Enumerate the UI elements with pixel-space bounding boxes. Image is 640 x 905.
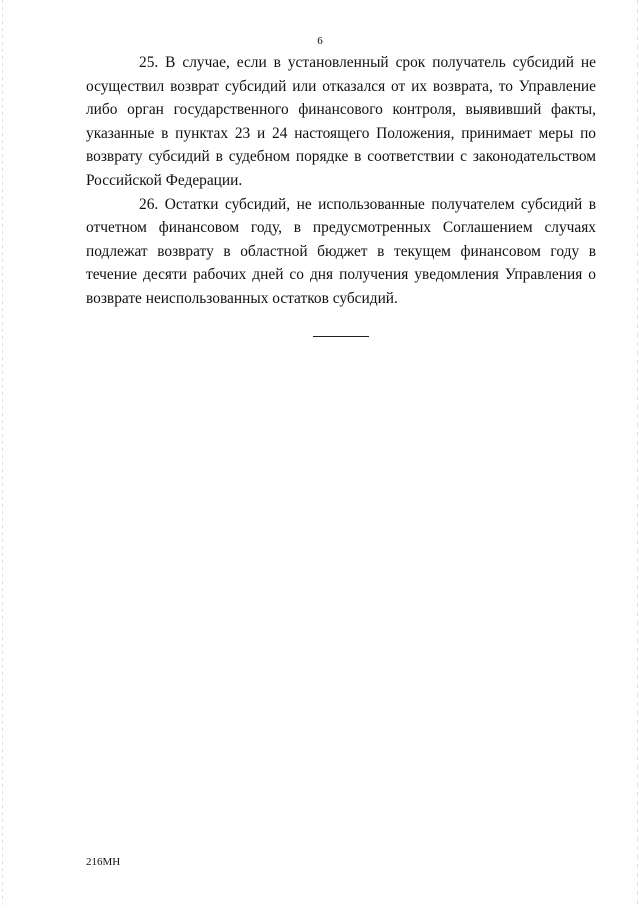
paragraph-25: 25. В случае, если в установленный срок получатель субсидий не осуществил возврат субсидий или отказался от их возврата, то Управление либо орган государственного финансового контроля, выявивший факты, указанные в пунктах 23 и 24 настоящего Положения, принимает меры по возврату субсидий в судебном порядке в соответствии с законодательством Российской Федерации. — [86, 54, 596, 189]
paragraph-26: 26. Остатки субсидий, не использованные получателем субсидий в отчетном финансовом году, в предусмотренных Соглашением случаях подлежат возврату в областной бюджет в текущем финансовом году в течение десяти рабочих дней со дня получения уведомления Управления о возврате неиспользованных остатков субсидий. — [86, 195, 596, 307]
scan-edge-left — [2, 0, 3, 905]
scan-edge-right — [637, 0, 638, 905]
document-body — [86, 51, 596, 311]
document-code: 216МН — [86, 856, 121, 868]
end-divider-line — [313, 336, 369, 337]
page-number: 6 — [317, 35, 323, 47]
